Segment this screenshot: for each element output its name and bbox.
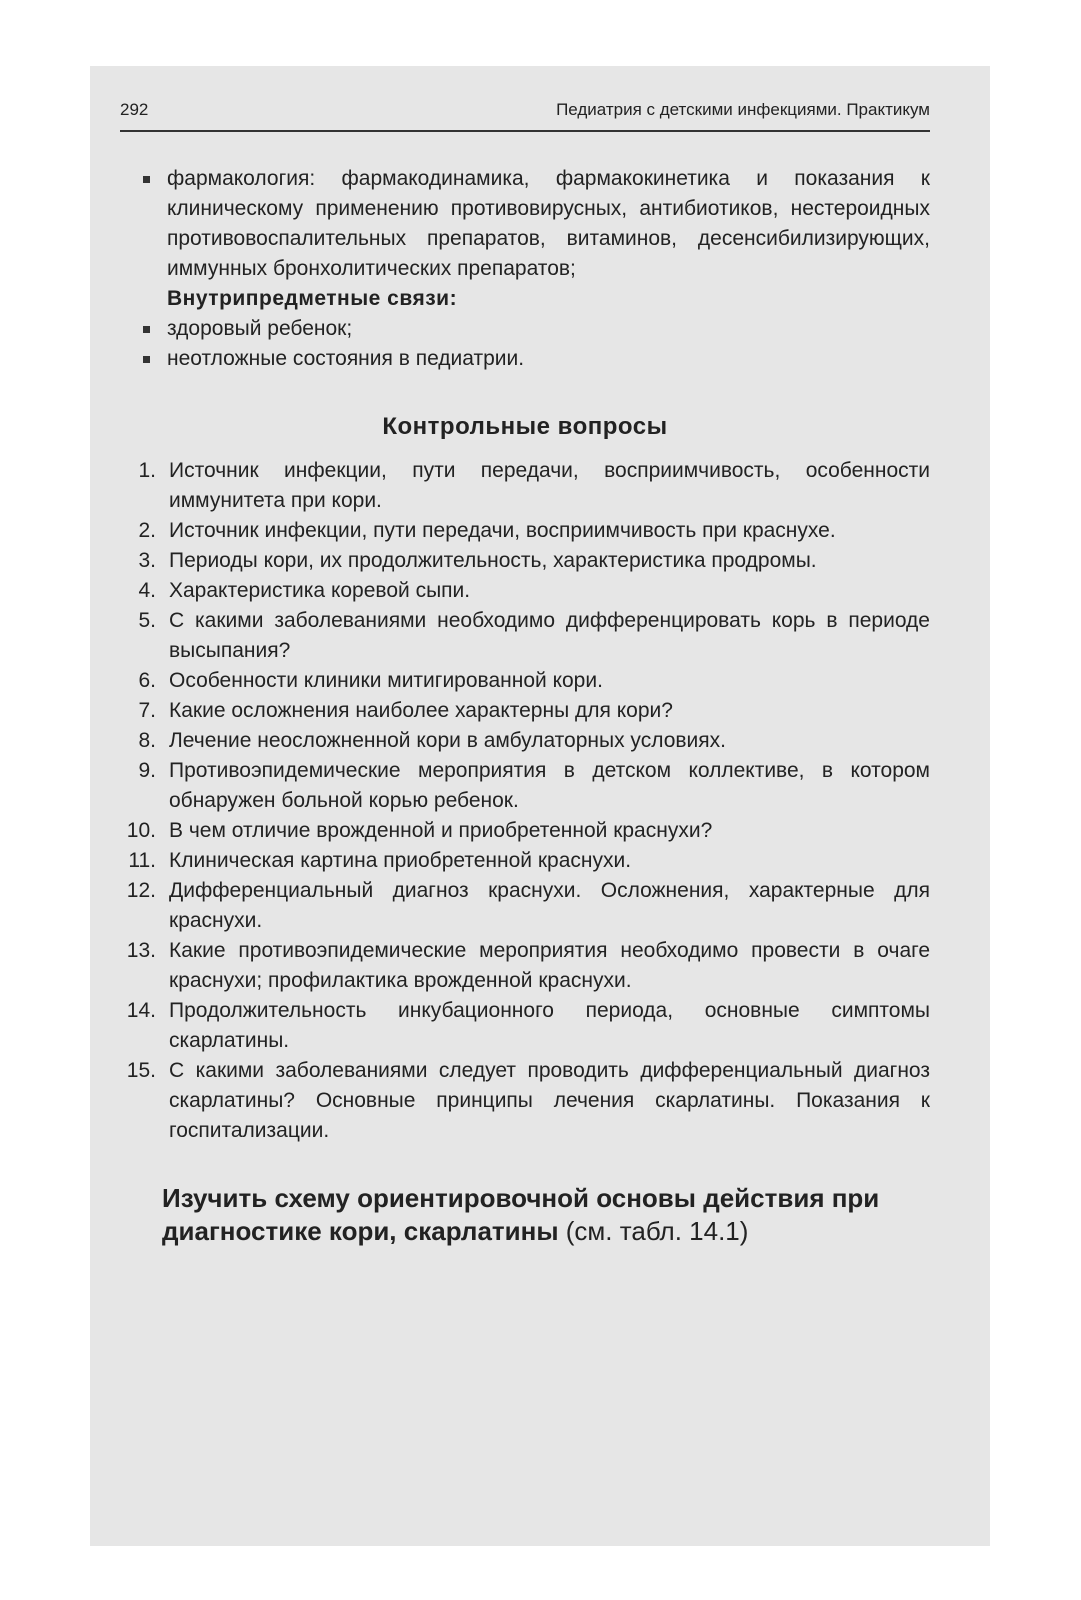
item-number: 9.: [138, 759, 156, 782]
list-item: 15. С какими заболеваниями следует проводить дифференциальный диагноз скарлатины? Основные принципы лечения скарлатины. Показания к госпитализации.: [120, 1056, 930, 1146]
running-header: [120, 96, 930, 132]
item-number: 4.: [138, 579, 156, 602]
item-number: 13.: [126, 939, 156, 962]
list-item: 14. Продолжительность инкубационного периода, основные симптомы скарлатины.: [120, 996, 930, 1056]
item-number: 5.: [138, 609, 156, 632]
study-title: Изучить схему ориентировочной основы действия при диагностике кори, скарлатины: [162, 1183, 880, 1246]
list-item: 6. Особенности клиники митигированной кори.: [120, 666, 930, 696]
page-number: 292: [120, 100, 149, 119]
subheading: Внутрипредметные связи:: [167, 287, 458, 310]
section-title: Контрольные вопросы: [382, 413, 668, 440]
list-item: 5. С какими заболеваниями необходимо дифференцировать корь в периоде высыпания?: [120, 606, 930, 666]
bullet-square-icon: [143, 326, 150, 333]
item-number: 2.: [138, 519, 156, 542]
item-number: 8.: [138, 729, 156, 752]
item-number: 15.: [126, 1059, 156, 1082]
bullet-list: [120, 314, 930, 374]
study-heading: [120, 1182, 930, 1248]
page-content: [120, 164, 930, 1248]
list-item: фармакология: фармакодинамика, фармакокинетика и показания к клиническому применению противовирусных, антибиотиков, нестероидных противовоспалительных препаратов, витаминов, десенсибилизирующих, иммунных бронхолитических препаратов;: [120, 164, 930, 284]
table-reference: (см. табл. 14.1): [565, 1216, 749, 1246]
item-number: 10.: [126, 819, 156, 842]
list-item: 3. Периоды кори, их продолжительность, характеристика продромы.: [120, 546, 930, 576]
item-number: 6.: [138, 669, 156, 692]
item-number: 1.: [138, 459, 156, 482]
bullet-list: [120, 164, 930, 284]
item-number: 7.: [138, 699, 156, 722]
list-item: неотложные состояния в педиатрии.: [120, 344, 930, 374]
list-item: 4. Характеристика коревой сыпи.: [120, 576, 930, 606]
bullet-square-icon: [143, 176, 150, 183]
list-item: 12. Дифференциальный диагноз краснухи. Осложнения, характерные для краснухи.: [120, 876, 930, 936]
list-item: 8. Лечение неосложненной кори в амбулаторных условиях.: [120, 726, 930, 756]
item-number: 11.: [128, 849, 156, 872]
book-title: Педиатрия с детскими инфекциями. Практикум: [556, 100, 930, 119]
list-item: 2. Источник инфекции, пути передачи, восприимчивость при краснухе.: [120, 516, 930, 546]
list-item: здоровый ребенок;: [120, 314, 930, 344]
list-item: 10. В чем отличие врожденной и приобретенной краснухи?: [120, 816, 930, 846]
questions-list: [120, 456, 930, 1146]
list-item: 9. Противоэпидемические мероприятия в детском коллективе, в котором обнаружен больной корью ребенок.: [120, 756, 930, 816]
item-number: 3.: [138, 549, 156, 572]
item-number: 14.: [126, 999, 156, 1022]
item-number: 12.: [126, 879, 156, 902]
list-item: 11. Клиническая картина приобретенной краснухи.: [120, 846, 930, 876]
book-page: [90, 66, 990, 1546]
bullet-square-icon: [143, 356, 150, 363]
list-item: 1. Источник инфекции, пути передачи, восприимчивость, особенности иммунитета при кори.: [120, 456, 930, 516]
list-item: 13. Какие противоэпидемические мероприятия необходимо провести в очаге краснухи; профилактика врожденной краснухи.: [120, 936, 930, 996]
list-item: 7. Какие осложнения наиболее характерны для кори?: [120, 696, 930, 726]
